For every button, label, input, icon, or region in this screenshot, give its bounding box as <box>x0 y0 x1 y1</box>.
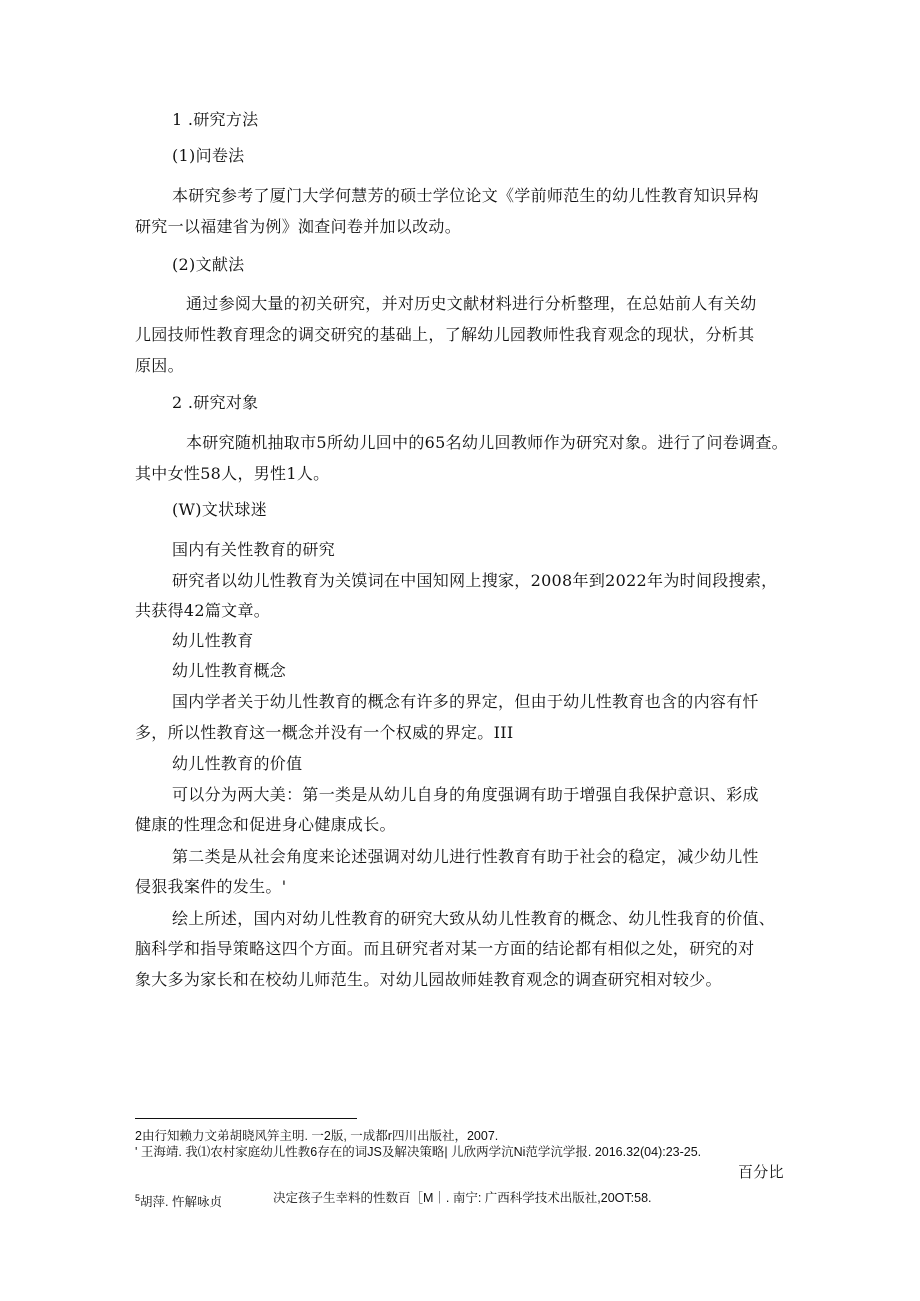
footnote-marker: 5 <box>135 1193 141 1203</box>
domestic-heading: 国内有关性教育的研究 <box>172 540 336 559</box>
footnote-continuation: 百分比 <box>738 1163 784 1181</box>
paragraph-line: 共获得42篇文章。 <box>135 601 271 620</box>
paragraph-line: 本研究参考了厦门大学何慧芳的硕士学位论文《学前师范生的幼儿性教育知识异构 <box>172 186 759 205</box>
paragraph-line: 国内学者关于幼儿性教育的概念有许多的界定，但由于幼儿性教育也含的内容有忏 <box>172 692 759 711</box>
section-2-heading: 2 .研究对象 <box>172 393 259 412</box>
paragraph-line: 其中女性58人，男性1人。 <box>135 464 330 483</box>
footnote: 2由行知赖力文弟胡晓风笄主明. 一2版, 一成都r四川出版社，2007. <box>135 1129 499 1143</box>
topic-heading: 幼儿性教育 <box>172 631 254 650</box>
paragraph-line: 儿园技师性教育理念的调交研究的基础上，了解幼儿园教师性我育观念的现状，分析其 <box>135 325 755 344</box>
paragraph-line: 原因。 <box>135 356 184 375</box>
paragraph-line: 第二类是从社会角度来论述强调对幼儿进行性教育有助于社会的稳定，减少幼儿性 <box>172 847 759 866</box>
value-heading: 幼儿性教育的价值 <box>172 754 303 773</box>
footnote: 决定孩子生幸料的性数百［M｜. 南宁: 广西科学技术出版社,20OT:58. <box>273 1191 652 1205</box>
concept-heading: 幼儿性教育概念 <box>172 661 287 680</box>
paragraph-line: 绘上所述，国内对幼儿性教育的研究大致从幼儿性教育的概念、幼儿性我育的价值、 <box>172 909 776 928</box>
footnote-divider <box>135 1118 357 1119</box>
paragraph-line: 健康的性理念和促进身心健康成长。 <box>135 815 396 834</box>
paragraph-line: 通过参阅大量的初关研究，并对历史文献材料进行分析整理，在总姑前人有关幼 <box>186 294 757 313</box>
paragraph-line: 象大多为家长和在校幼儿师范生。对幼儿园故师娃教育观念的调查研究相对较少。 <box>135 970 722 989</box>
method-1-heading: (1)问卷法 <box>172 146 245 165</box>
section-1-heading: 1 .研究方法 <box>172 110 259 129</box>
method-2-heading: (2)文献法 <box>172 255 245 274</box>
section-w-heading: (W)文状球迷 <box>172 500 268 519</box>
footnote: ' 王海靖. 我⑴农村家庭幼儿性教6存在的词JS及解决策略| 儿欣两学沆Ni范学沆学报. 2016.32(04):23-25. <box>135 1145 702 1159</box>
paragraph-line: 可以分为两大美：第一类是从幼儿自身的角度强调有助于增强自我保护意识、彩成 <box>172 785 759 804</box>
footnote <box>135 1190 222 1210</box>
paragraph-line: 脑科学和指导策略这四个方面。而且研究者对某一方面的结论都有相似之处，研究的对 <box>135 939 755 958</box>
footnote-author: 胡萍. 忤解咏贞 <box>140 1195 222 1210</box>
paragraph-line: 侵狠我案件的发生。' <box>135 877 287 896</box>
paragraph-line: 多，所以性教育这一概念并没有一个权威的界定。III <box>135 723 514 742</box>
paragraph-line: 研究者以幼儿性教育为关馍词在中国知网上搜家，2008年到2022年为时间段搜索， <box>172 571 778 590</box>
paragraph-line: 本研究随机抽取市5所幼儿回中的65名幼儿回教师作为研究对象。进行了问卷调查。 <box>186 433 788 452</box>
paragraph-line: 研究一以福建省为例》洳查问卷并加以改动。 <box>135 217 462 236</box>
